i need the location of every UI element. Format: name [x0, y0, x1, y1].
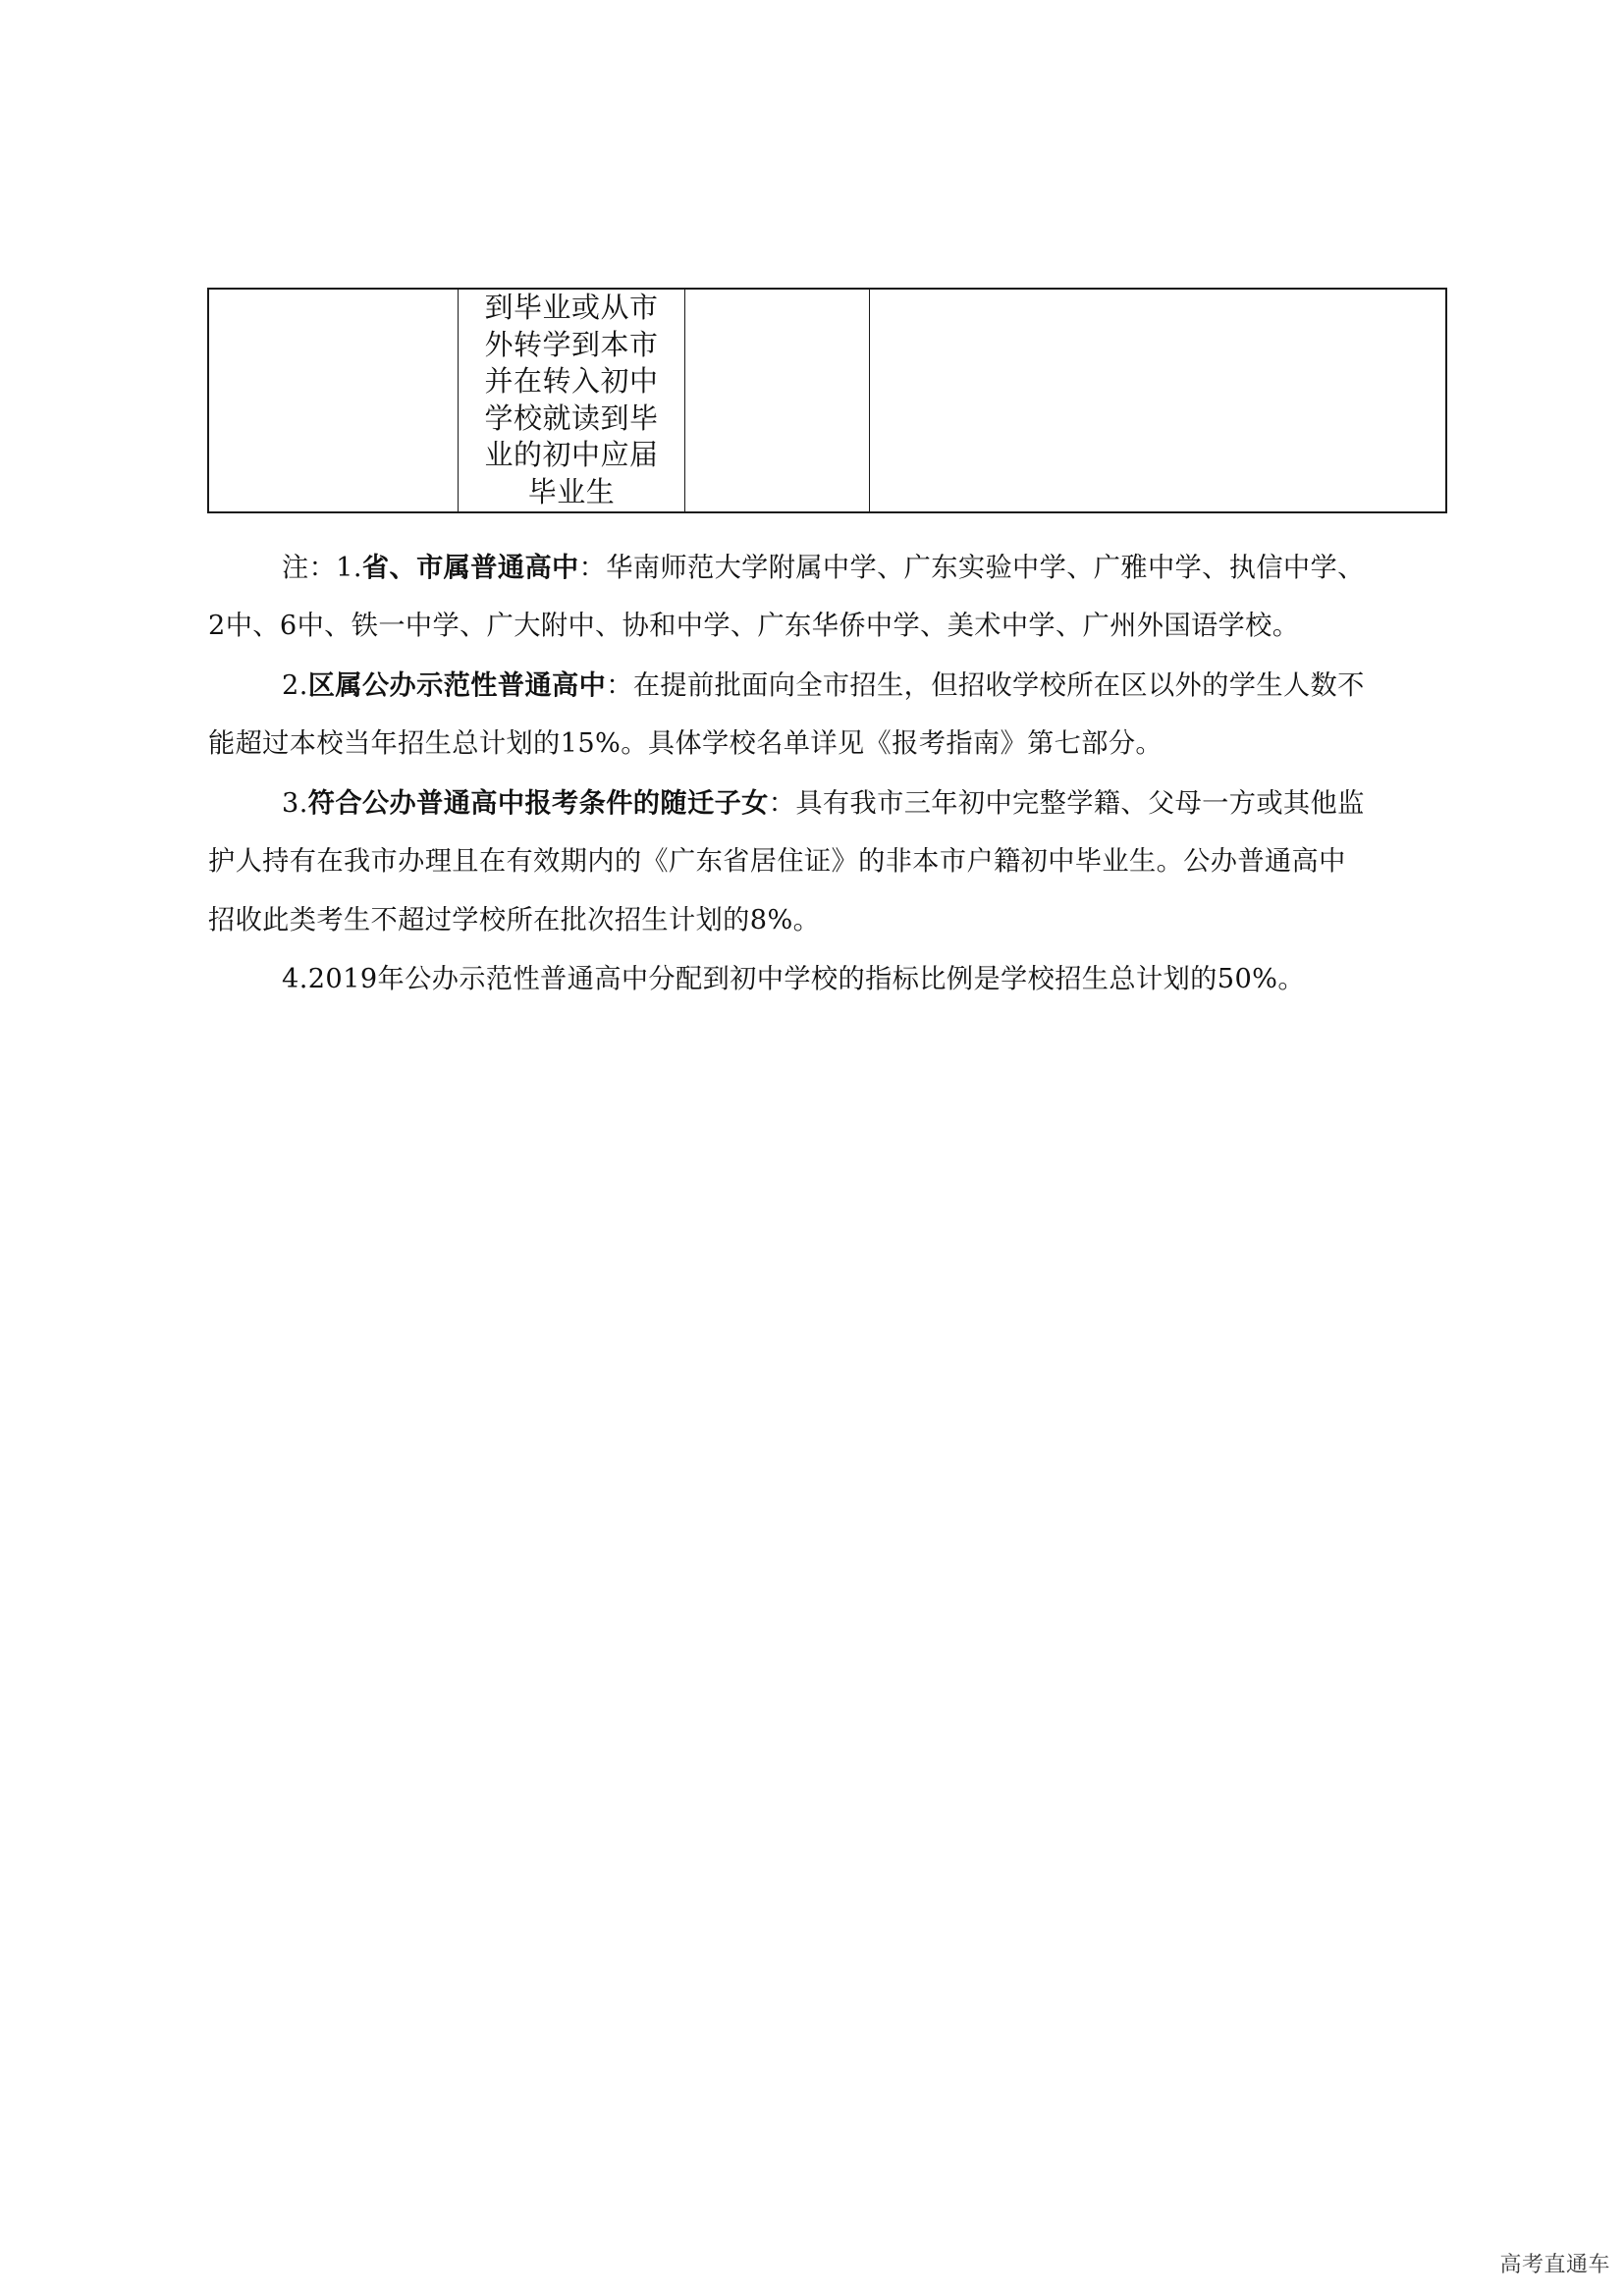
note-1-line-2 — [208, 597, 1441, 656]
note-3-text: ：具有我市三年初中完整学籍、父母一方或其他监 — [768, 788, 1365, 819]
note-3-line-2 — [208, 832, 1441, 891]
note-2-term: 区属公办示范性普通高中 — [307, 669, 607, 701]
cell-line: 学校就读到毕 — [484, 400, 659, 435]
note-2-prefix: 2. — [282, 670, 308, 701]
table-row — [208, 289, 1446, 512]
table-cell-col2 — [459, 289, 685, 512]
note-1-text-cont: 2中、6中、铁一中学、广大附中、协和中学、广东华侨中学、美术中学、广州外国语学校。 — [208, 611, 1300, 641]
note-2-text: ：在提前批面向全市招生，但招收学校所在区以外的学生人数不 — [606, 670, 1365, 701]
note-3-text-cont: 护人持有在我市办理且在有效期内的《广东省居住证》的非本市户籍初中毕业生。公办普通高中 — [208, 846, 1346, 877]
admission-table-fragment — [207, 288, 1447, 513]
cell-text-lines — [459, 290, 684, 511]
cell-line: 到毕业或从市 — [484, 291, 659, 324]
note-4-line-1 — [208, 950, 1441, 1009]
note-1-prefix: 注：1. — [282, 553, 362, 583]
note-1-text: ：华南师范大学附属中学、广东实验中学、广雅中学、执信中学、 — [578, 553, 1365, 583]
note-2-line-1 — [208, 656, 1441, 715]
note-2-line-2 — [208, 715, 1441, 774]
cell-line: 外转学到本市 — [484, 327, 659, 361]
table-cell-col4 — [870, 289, 1447, 512]
note-4-text: 4.2019年公办示范性普通高中分配到初中学校的指标比例是学校招生总计划的50%。 — [282, 964, 1305, 994]
footer-watermark: 高考直通车 — [1499, 2253, 1610, 2277]
note-1-line-1 — [208, 538, 1441, 597]
note-3-prefix: 3. — [282, 788, 308, 819]
cell-line: 业的初中应届 — [484, 438, 659, 472]
note-2-text-cont: 能超过本校当年招生总计划的15%。具体学校名单详见《报考指南》第七部分。 — [208, 728, 1164, 759]
table-cell-col3 — [685, 289, 870, 512]
cell-line: 毕业生 — [527, 474, 616, 508]
note-3-line-3 — [208, 891, 1441, 950]
note-3-line-1 — [208, 774, 1441, 832]
note-3-term: 符合公办普通高中报考条件的随迁子女 — [307, 787, 769, 819]
cell-line: 并在转入初中 — [484, 364, 659, 399]
note-1-term: 省、市属普通高中 — [361, 552, 579, 583]
note-3-text-cont-2: 招收此类考生不超过学校所在批次招生计划的8%。 — [208, 905, 821, 935]
notes-section — [208, 538, 1441, 1009]
table-cell-col1 — [208, 289, 459, 512]
